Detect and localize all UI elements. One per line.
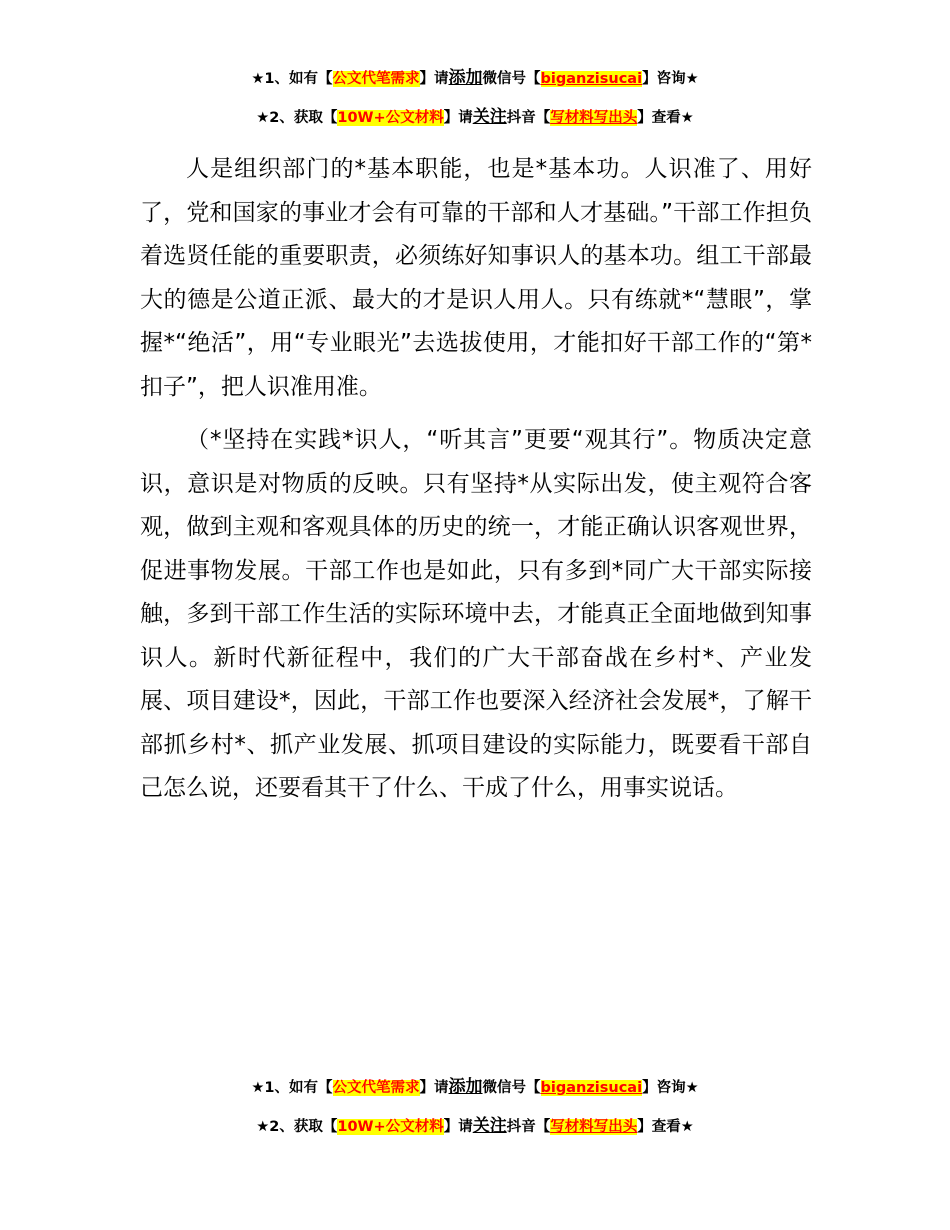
promo-emphasis: 关注 xyxy=(472,1116,507,1136)
promo-text: 】请 xyxy=(443,110,473,126)
promo-emphasis: 添加 xyxy=(448,68,483,88)
promo-highlight-materials: 10W+公文材料 xyxy=(337,1119,444,1135)
promo-text: 】查看★ xyxy=(637,1119,694,1135)
promo-text: ★2、获取【 xyxy=(256,110,338,126)
promo-text: 】请 xyxy=(443,1119,473,1135)
promo-text: 】咨询★ xyxy=(642,1080,699,1096)
promo-emphasis: 关注 xyxy=(472,107,507,127)
footer-promo-line-1 xyxy=(0,1077,950,1098)
article-body xyxy=(140,148,812,821)
promo-text: ★1、如有【 xyxy=(251,1080,333,1096)
promo-text: 】查看★ xyxy=(637,110,694,126)
promo-text: 抖音【 xyxy=(506,110,551,126)
article-paragraph-1: 人是组织部门的*基本职能，也是*基本功。人识准了、用好了，党和国家的事业才会有可靠的干部和人才基础。”干部工作担负着选贤任能的重要职责，必须练好知事识人的基本功。组工干部最大的德是公道正派、最大的才是识人用人。只有练就*“慧眼”，掌握*“绝活”，用“专业眼光”去选拔使用，才能扣好干部工作的“第*扣子”，把人识准用准。 xyxy=(140,156,812,400)
promo-wechat-id[interactable]: biganzisucai xyxy=(540,1080,643,1096)
article-paragraph-2: （*坚持在实践*识人，“听其言”更要“观其行”。物质决定意识，意识是对物质的反映。只有坚持*从实际出发，使主观符合客观，做到主观和客观具体的历史的统一，才能正确认识客观世界，促进事物发展。干部工作也是如此，只有多到*同广大干部实际接触，多到干部工作生活的实际环境中去，才能真正全面地做到知事识人。新时代新征程中，我们的广大干部奋战在乡村*、产业发展、项目建设*，因此，干部工作也要深入经济社会发展*，了解干部抓乡村*、抓产业发展、抓项目建设的实际能力，既要看干部自己怎么说，还要看其干了什么、干成了什么，用事实说话。 xyxy=(140,427,812,801)
promo-text: ★2、获取【 xyxy=(256,1119,338,1135)
promo-text: 抖音【 xyxy=(506,1119,551,1135)
header-promo-line-1 xyxy=(0,68,950,89)
promo-douyin-account[interactable]: 写材料写出头 xyxy=(550,110,638,126)
header-promo-line-2 xyxy=(0,107,950,128)
promo-text: 】请 xyxy=(419,1080,449,1096)
promo-text: 】咨询★ xyxy=(642,71,699,87)
promo-highlight-materials: 10W+公文材料 xyxy=(337,110,444,126)
promo-highlight-service: 公文代笔需求 xyxy=(332,1080,420,1096)
promo-douyin-account[interactable]: 写材料写出头 xyxy=(550,1119,638,1135)
promo-text: 微信号【 xyxy=(482,71,541,87)
promo-wechat-id[interactable]: biganzisucai xyxy=(540,71,643,87)
footer-promo-line-2 xyxy=(0,1116,950,1137)
promo-highlight-service: 公文代笔需求 xyxy=(332,71,420,87)
promo-emphasis: 添加 xyxy=(448,1077,483,1097)
promo-text: 】请 xyxy=(419,71,449,87)
promo-text: 微信号【 xyxy=(482,1080,541,1096)
promo-text: ★1、如有【 xyxy=(251,71,333,87)
